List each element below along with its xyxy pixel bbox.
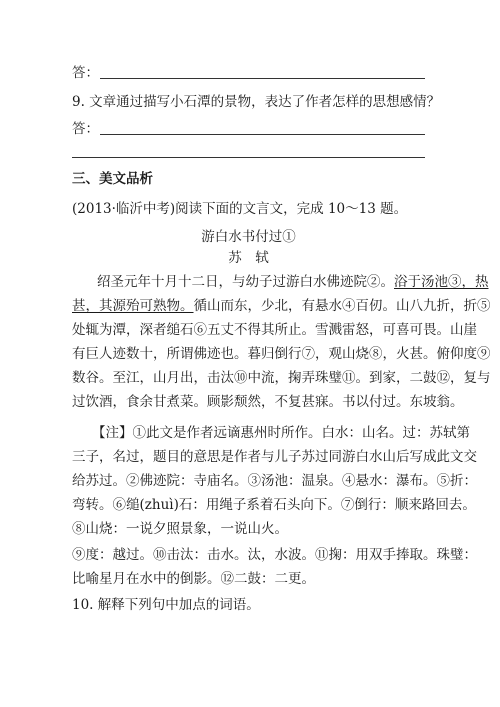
passage-line-1-text: 绍圣元年十月十二日，与幼子过游白水佛迹院②。 <box>97 274 394 290</box>
passage-line-6: 过饮酒，食余甘煮菜。顾影颓然，不复甚寐。书以付过。东坡翁。 <box>72 394 464 410</box>
section-title: 三、美文品析 <box>72 171 153 187</box>
passage-line-1 <box>97 273 489 291</box>
passage-line-5: 数谷。至江，山月出，击汰⑩中流，掬弄珠璧⑪。到家，二鼓⑫，复与 <box>72 370 491 386</box>
passage-author: 苏 轼 <box>228 250 269 266</box>
answer-line-1 <box>100 78 425 79</box>
passage-title: 游白水书付过① <box>201 229 296 245</box>
passage-line-2 <box>72 297 491 315</box>
answer-label-2: 答： <box>72 121 99 137</box>
note-line-1: 【注】①此文是作者远谪惠州时所作。白水：山名。过：苏轼第 <box>92 425 470 441</box>
note-line-7: 比喻星月在水中的倒影。⑫二鼓：二更。 <box>72 571 315 587</box>
passage-line-1-underlined: 浴于汤池③，热 <box>394 274 489 290</box>
note-line-4: 弯转。⑥缒(zhuì)石：用绳子系着石头向下。⑦倒行：顺来路回去。 <box>72 497 476 513</box>
answer-line-3 <box>72 157 425 158</box>
question-9: 9. 文章通过描写小石潭的景物，表达了作者怎样的思想感情？ <box>72 94 441 110</box>
passage-line-4: 有巨人迹数十，所谓佛迹也。暮归倒行⑦，观山烧⑧，火甚。俯仰度⑨ <box>72 346 491 362</box>
instructions: (2013·临沂中考)阅读下面的文言文，完成 10～13 题。 <box>72 201 408 217</box>
note-line-6: ⑨度：越过。⑩击汰：击水。汰，水波。⑪掬：用双手捧取。珠璧： <box>72 547 477 563</box>
passage-line-2-underlined: 甚，其源殆可熟物。 <box>72 298 194 314</box>
note-line-3: 给苏过。②佛迹院：寺庙名。③汤池：温泉。④悬水：瀑布。⑤折： <box>72 473 477 489</box>
answer-line-2 <box>100 134 425 135</box>
answer-label-1: 答： <box>72 65 99 81</box>
passage-line-3: 处辄为潭，深者缒石⑥五丈不得其所止。雪溅雷怒，可喜可畏。山崖 <box>72 322 477 338</box>
question-10: 10. 解释下列句中加点的词语。 <box>72 597 260 613</box>
note-line-2: 三子，名过，题目的意思是作者与儿子苏过同游白水山后写成此文交 <box>72 449 477 465</box>
note-line-5: ⑧山烧：一说夕照景象，一说山火。 <box>72 521 288 537</box>
passage-line-2-text: 循山而东，少北，有悬水④百仞。山八九折，折⑤ <box>193 298 491 314</box>
